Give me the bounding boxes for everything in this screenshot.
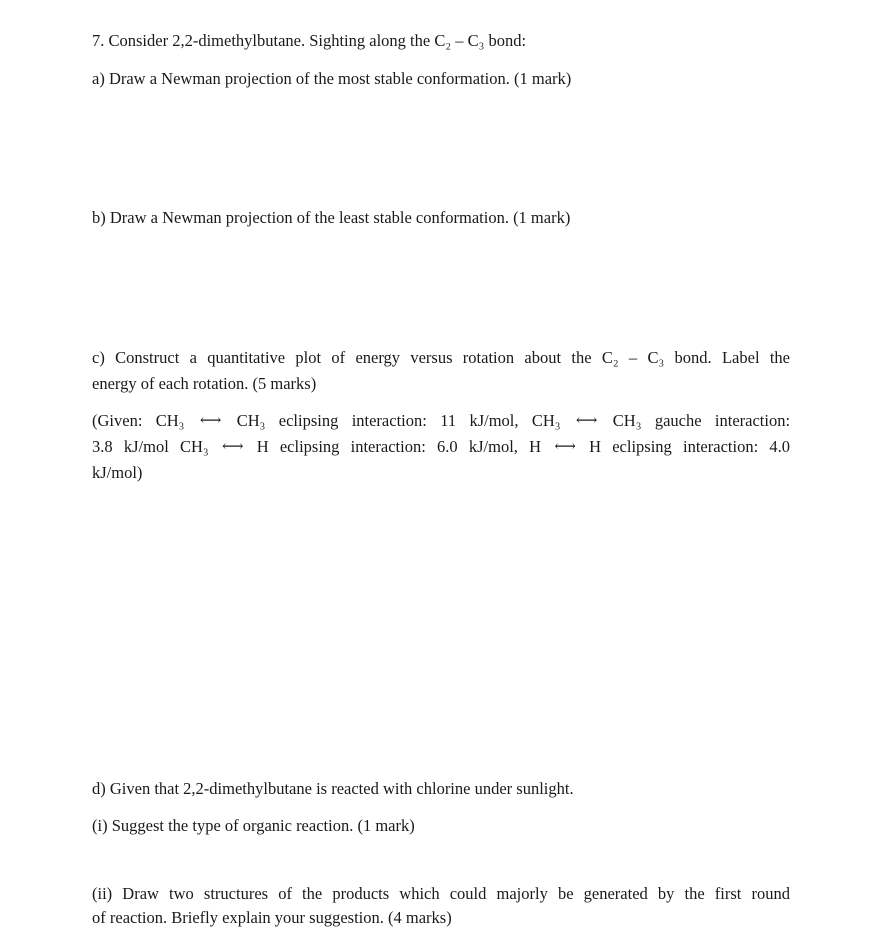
given-line-3: kJ/mol) [92, 463, 143, 482]
question-7a: a) Draw a Newman projection of the most stable conformation. (1 mark) [92, 69, 572, 88]
given-line-2 [92, 436, 790, 459]
given-line-1 [92, 410, 790, 433]
double-arrow-icon: ⟷ [554, 439, 576, 455]
question-7c-line-1: c) Construct a quantitative plot of energy versus rotation about the C₂ – C₃ bond. Label the [92, 348, 790, 367]
given-l2-part2: H eclipsing interaction: 6.0 kJ/mol, H [256, 437, 542, 456]
given-l2-part1: 3.8 kJ/mol CH₃ [92, 437, 209, 456]
question-7d-ii-line-2: of reaction. Briefly explain your suggestion. (4 marks) [92, 908, 452, 927]
given-l2-part3: H eclipsing interaction: 4.0 [589, 437, 791, 456]
given-l1-part1: (Given: CH₃ [92, 411, 185, 430]
double-arrow-icon: ⟷ [575, 413, 598, 429]
question-7c-line-2: energy of each rotation. (5 marks) [92, 374, 317, 393]
given-l1-part3: CH₃ gauche interaction: [612, 411, 791, 430]
given-l1-part2: CH₃ eclipsing interaction: 11 kJ/mol, CH₃ [236, 411, 561, 430]
double-arrow-icon: ⟷ [221, 439, 244, 455]
question-7d-ii-line-1: (ii) Draw two structures of the products which could majorly be generated by the first round [92, 884, 790, 903]
question-7d-i: (i) Suggest the type of organic reaction. (1 mark) [92, 816, 415, 835]
double-arrow-icon: ⟷ [199, 413, 222, 429]
question-7d: d) Given that 2,2-dimethylbutane is reacted with chlorine under sunlight. [92, 779, 574, 798]
question-7b: b) Draw a Newman projection of the least stable conformation. (1 mark) [92, 208, 571, 227]
question-7-title: 7. Consider 2,2-dimethylbutane. Sighting along the C₂ – C₃ bond: [92, 31, 527, 50]
